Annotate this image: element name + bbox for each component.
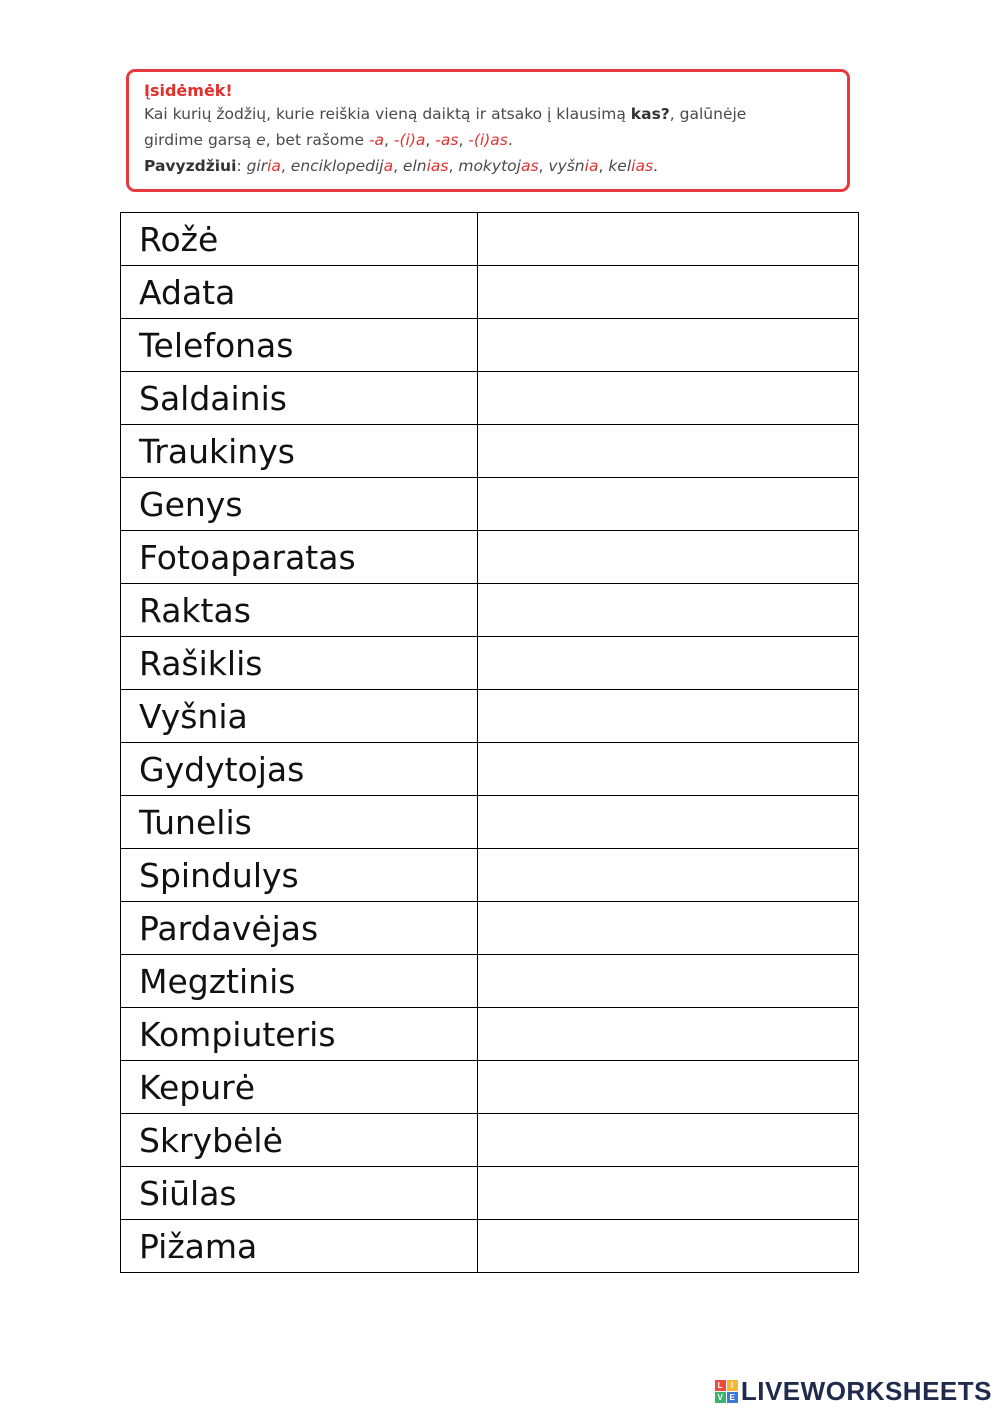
answer-cell[interactable] <box>478 1114 859 1167</box>
answer-input[interactable] <box>478 213 858 265</box>
answer-input[interactable] <box>478 796 858 848</box>
table-row <box>121 372 859 425</box>
liveworksheets-brand <box>715 1376 992 1407</box>
separator: . <box>507 131 513 149</box>
separator: , <box>384 131 394 149</box>
example-stem: kel <box>608 157 632 175</box>
word-cell: Megztinis <box>121 955 478 1008</box>
tip-question: kas? <box>630 105 670 123</box>
word-cell: Pardavėjas <box>121 902 478 955</box>
table-row <box>121 478 859 531</box>
answer-cell[interactable] <box>478 796 859 849</box>
table-row <box>121 213 859 266</box>
answer-cell[interactable] <box>478 1061 859 1114</box>
word-table <box>120 212 859 1273</box>
answer-cell[interactable] <box>478 690 859 743</box>
answer-input[interactable] <box>478 637 858 689</box>
examples-label: Pavyzdžiui <box>144 157 237 175</box>
separator: : <box>236 157 247 175</box>
ending-a: -a <box>368 131 385 149</box>
answer-input[interactable] <box>478 1061 858 1113</box>
answer-cell[interactable] <box>478 1167 859 1220</box>
answer-input[interactable] <box>478 955 858 1007</box>
answer-input[interactable] <box>478 1167 858 1219</box>
separator: , <box>393 157 403 175</box>
word-cell: Traukinys <box>121 425 478 478</box>
table-row <box>121 1114 859 1167</box>
answer-input[interactable] <box>478 690 858 742</box>
answer-cell[interactable] <box>478 531 859 584</box>
tip-sound-e: e <box>256 131 266 149</box>
answer-cell[interactable] <box>478 425 859 478</box>
word-cell: Siūlas <box>121 1167 478 1220</box>
table-row <box>121 584 859 637</box>
table-row <box>121 902 859 955</box>
answer-input[interactable] <box>478 584 858 636</box>
word-cell: Vyšnia <box>121 690 478 743</box>
separator: , <box>448 157 459 175</box>
answer-cell[interactable] <box>478 213 859 266</box>
table-row <box>121 637 859 690</box>
logo-tile: V <box>715 1392 726 1403</box>
logo-tile: L <box>715 1380 726 1391</box>
answer-input[interactable] <box>478 902 858 954</box>
answer-cell[interactable] <box>478 955 859 1008</box>
tip-text: girdime garsą <box>144 131 257 149</box>
answer-cell[interactable] <box>478 584 859 637</box>
example-ending: ia <box>584 157 599 175</box>
answer-cell[interactable] <box>478 743 859 796</box>
separator: , <box>538 157 549 175</box>
separator: , <box>425 131 436 149</box>
word-cell: Rašiklis <box>121 637 478 690</box>
ending-ia: -(i)a <box>393 131 426 149</box>
table-row <box>121 796 859 849</box>
table-row <box>121 266 859 319</box>
word-cell: Pižama <box>121 1220 478 1273</box>
word-cell: Skrybėlė <box>121 1114 478 1167</box>
ending-as: -as <box>435 131 459 149</box>
answer-cell[interactable] <box>478 902 859 955</box>
answer-input[interactable] <box>478 743 858 795</box>
word-cell: Genys <box>121 478 478 531</box>
table-row <box>121 531 859 584</box>
tip-line-1 <box>144 101 832 127</box>
answer-cell[interactable] <box>478 372 859 425</box>
word-cell: Kompiuteris <box>121 1008 478 1061</box>
answer-cell[interactable] <box>478 266 859 319</box>
example-stem: enciklopedij <box>290 157 384 175</box>
table-row <box>121 1220 859 1273</box>
answer-input[interactable] <box>478 1114 858 1166</box>
answer-input[interactable] <box>478 1220 858 1272</box>
table-row <box>121 425 859 478</box>
table-row <box>121 743 859 796</box>
word-cell: Fotoaparatas <box>121 531 478 584</box>
ending-ias: -(i)as <box>468 131 508 149</box>
table-row <box>121 1061 859 1114</box>
brand-text: LIVEWORKSHEETS <box>740 1376 992 1406</box>
tip-text: Kai kurių žodžių, kurie reiškia vieną daiktą ir atsako į klausimą <box>144 105 631 123</box>
answer-input[interactable] <box>478 266 858 318</box>
tip-text: , galūnėje <box>669 105 747 123</box>
answer-input[interactable] <box>478 849 858 901</box>
answer-cell[interactable] <box>478 637 859 690</box>
answer-input[interactable] <box>478 372 858 424</box>
separator: . <box>653 157 658 175</box>
logo-tile: I <box>727 1380 738 1391</box>
example-ending: ia <box>267 157 281 175</box>
tip-text: , bet rašome <box>265 131 369 149</box>
answer-cell[interactable] <box>478 319 859 372</box>
word-cell: Saldainis <box>121 372 478 425</box>
answer-input[interactable] <box>478 425 858 477</box>
table-row <box>121 1167 859 1220</box>
logo-tile: E <box>727 1392 738 1403</box>
word-cell: Adata <box>121 266 478 319</box>
table-row <box>121 1008 859 1061</box>
separator: , <box>598 157 609 175</box>
example-ending: as <box>520 157 539 175</box>
example-stem: eln <box>402 157 427 175</box>
tip-examples <box>144 153 832 179</box>
example-ending: ias <box>426 157 449 175</box>
answer-cell[interactable] <box>478 478 859 531</box>
word-cell: Kepurė <box>121 1061 478 1114</box>
word-cell: Raktas <box>121 584 478 637</box>
tip-title: Įsidėmėk! <box>144 81 233 100</box>
table-row <box>121 319 859 372</box>
example-stem: mokytoj <box>458 157 521 175</box>
answer-input[interactable] <box>478 1008 858 1060</box>
tip-line-2 <box>144 127 832 153</box>
table-row <box>121 690 859 743</box>
example-ending: a <box>383 157 394 175</box>
separator: , <box>280 157 291 175</box>
example-ending: ias <box>631 157 654 175</box>
answer-input[interactable] <box>478 319 858 371</box>
answer-input[interactable] <box>478 531 858 583</box>
word-cell: Telefonas <box>121 319 478 372</box>
word-cell: Tunelis <box>121 796 478 849</box>
word-cell: Rožė <box>121 213 478 266</box>
table-row <box>121 955 859 1008</box>
answer-input[interactable] <box>478 478 858 530</box>
word-cell: Spindulys <box>121 849 478 902</box>
example-stem: vyšn <box>548 157 585 175</box>
table-row <box>121 849 859 902</box>
answer-cell[interactable] <box>478 1008 859 1061</box>
example-stem: gir <box>246 157 268 175</box>
tip-box <box>126 69 850 192</box>
answer-cell[interactable] <box>478 849 859 902</box>
separator: , <box>458 131 469 149</box>
liveworksheets-logo-icon <box>715 1380 738 1403</box>
word-cell: Gydytojas <box>121 743 478 796</box>
answer-cell[interactable] <box>478 1220 859 1273</box>
